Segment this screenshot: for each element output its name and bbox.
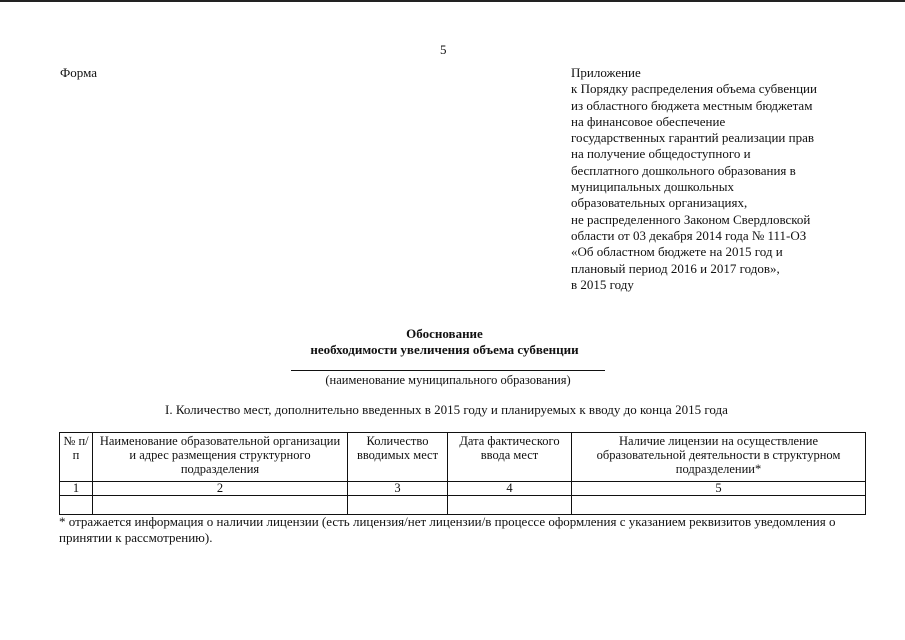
table-cell[interactable] [93, 496, 348, 515]
appendix-block [571, 65, 871, 293]
appendix-line: из областного бюджета местным бюджетам [571, 97, 813, 113]
municipality-caption: (наименование муниципального образования) [325, 373, 571, 387]
municipality-fill-line [291, 370, 605, 371]
appendix-line: к Порядку распределения объема субвенции [571, 81, 817, 97]
appendix-line: области от 03 декабря 2014 года № 111-ОЗ [571, 227, 807, 243]
footnote: * отражается информация о наличии лицензии (есть лицензия/нет лицензии/в процессе оформления с указанием реквизитов уведомления о принятии к рассмотрению). [59, 514, 836, 545]
table-cell[interactable] [348, 496, 448, 515]
table-cell[interactable] [572, 496, 866, 515]
appendix-line: на получение общедоступного и [571, 146, 751, 162]
appendix-line: государственных гарантий реализации прав [571, 130, 815, 146]
places-table [59, 432, 866, 515]
appendix-line: не распределенного Законом Свердловской [571, 211, 811, 227]
appendix-line: образовательных организациях, [571, 195, 748, 211]
page-number: 5 [440, 42, 447, 57]
appendix-line: плановый период 2016 и 2017 годов», [571, 260, 780, 276]
document-title: Обоснование [406, 326, 483, 341]
table-row [60, 496, 866, 515]
table-header-row [60, 433, 866, 482]
column-number: 2 [93, 482, 348, 496]
page-top-border [0, 0, 905, 2]
header-number: № п/п [60, 433, 93, 482]
document-subtitle: необходимости увеличения объема субвенции [310, 342, 579, 357]
section-heading: I. Количество мест, дополнительно введенных в 2015 году и планируемых к вводу до конца 2015 года [165, 402, 728, 417]
table-column-numbers-row [60, 482, 866, 496]
form-label: Форма [60, 65, 97, 80]
header-commission-date: Дата фактического ввода мест [448, 433, 572, 482]
header-license: Наличие лицензии на осуществление образовательной деятельности в структурном подразделении* [572, 433, 866, 482]
table-cell[interactable] [448, 496, 572, 515]
header-places-count: Количество вводимых мест [348, 433, 448, 482]
appendix-line: муниципальных дошкольных [571, 179, 734, 195]
table-cell[interactable] [60, 496, 93, 515]
header-organization: Наименование образовательной организации и адрес размещения структурного подразделения [93, 433, 348, 482]
column-number: 3 [348, 482, 448, 496]
appendix-line: «Об областном бюджете на 2015 год и [571, 244, 783, 260]
appendix-line: на финансовое обеспечение [571, 113, 726, 129]
column-number: 5 [572, 482, 866, 496]
column-number: 1 [60, 482, 93, 496]
appendix-line: бесплатного дошкольного образования в [571, 162, 796, 178]
appendix-line: в 2015 году [571, 276, 634, 292]
appendix-line: Приложение [571, 65, 641, 80]
column-number: 4 [448, 482, 572, 496]
